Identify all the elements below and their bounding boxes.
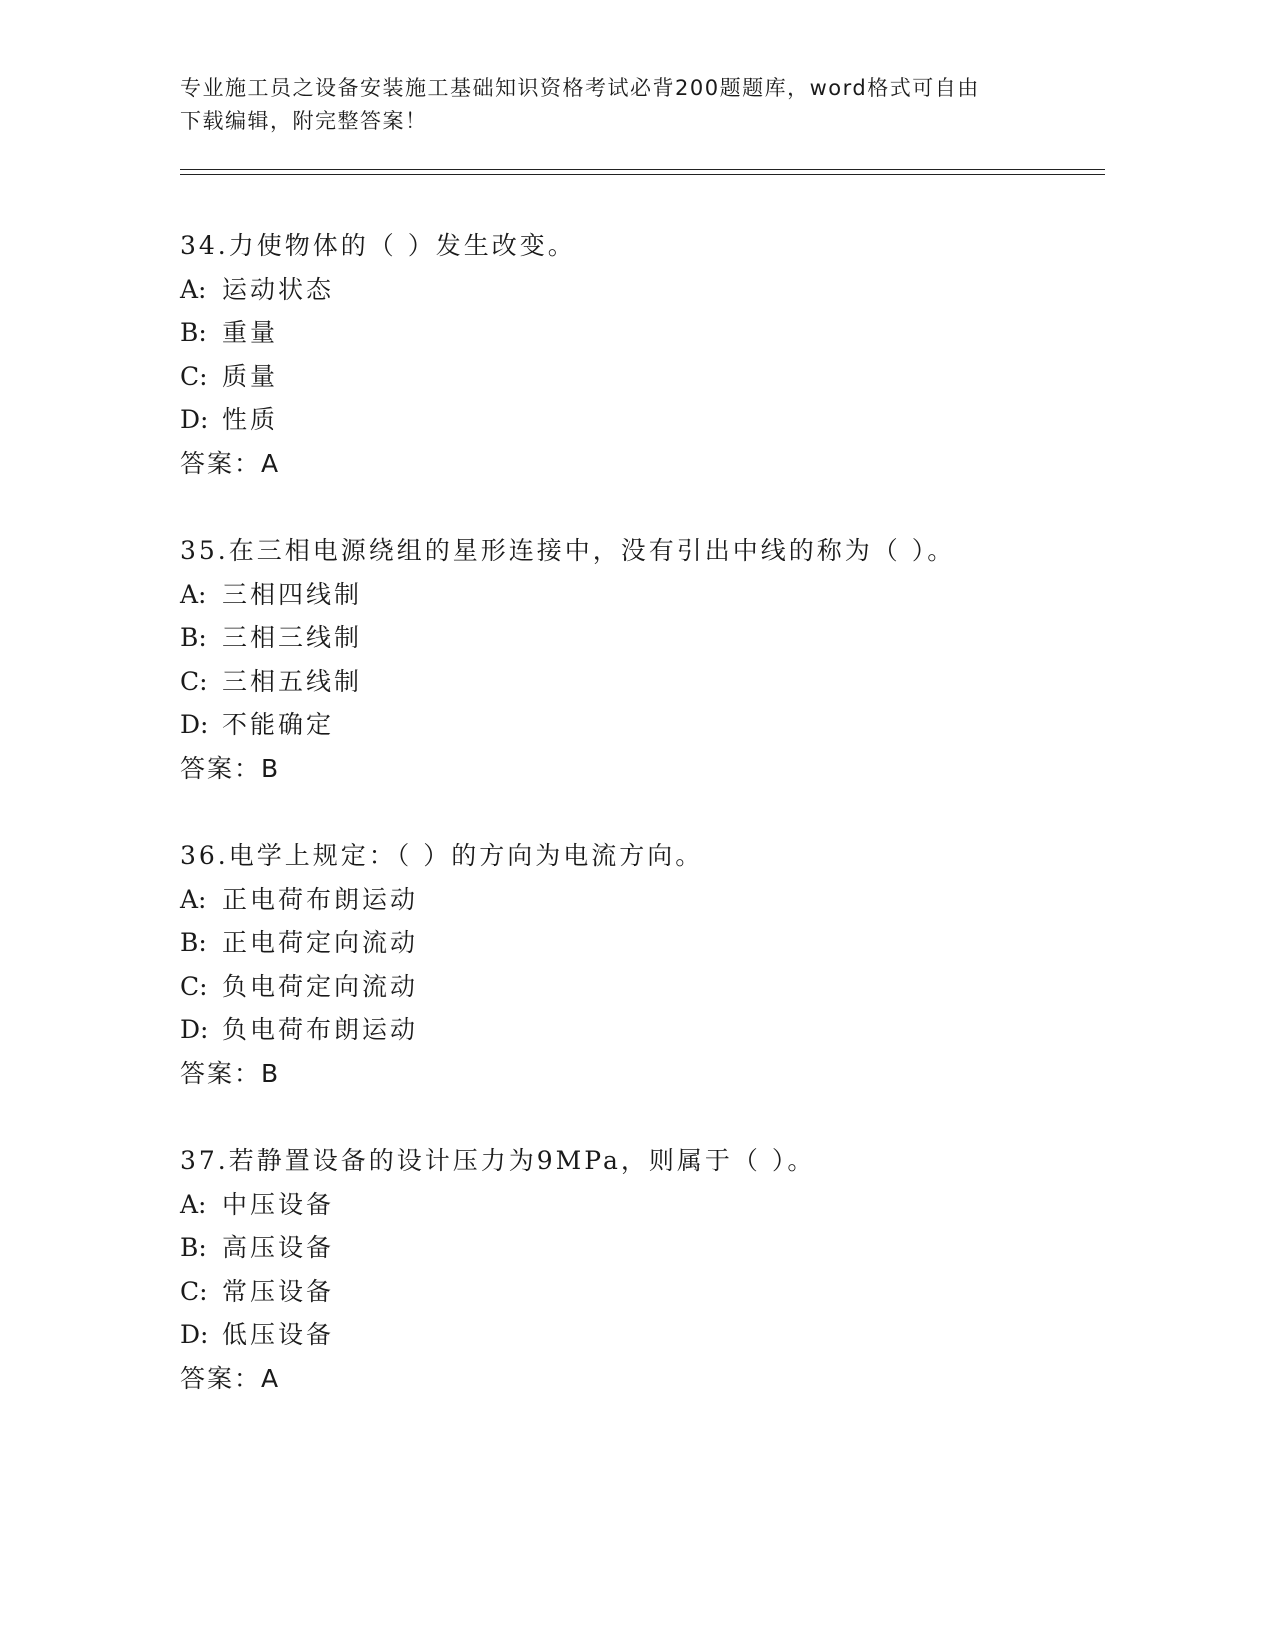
question-36 bbox=[180, 834, 1120, 1095]
question-list bbox=[180, 224, 1120, 1444]
option-letter: C: bbox=[180, 361, 208, 391]
option-text: 性质 bbox=[222, 405, 279, 434]
option-letter: B: bbox=[180, 318, 207, 347]
option-text: 负电荷布朗运动 bbox=[222, 1015, 419, 1044]
option-d bbox=[180, 1313, 1120, 1357]
option-text: 常压设备 bbox=[222, 1276, 335, 1306]
question-text: 37.若静置设备的设计压力为9MPa，则属于（ ）。 bbox=[180, 1146, 816, 1175]
option-c bbox=[180, 660, 1120, 704]
option-b bbox=[180, 921, 1120, 965]
question-37 bbox=[180, 1139, 1120, 1400]
option-letter: A: bbox=[180, 1189, 207, 1219]
option-letter: A: bbox=[180, 884, 207, 914]
option-b bbox=[180, 616, 1120, 660]
answer-line: 答案：B bbox=[180, 1058, 281, 1088]
header-line-1: 专业施工员之设备安装施工基础知识资格考试必背200题题库，word格式可自由 bbox=[180, 76, 980, 100]
option-text: 负电荷定向流动 bbox=[222, 971, 419, 1001]
question-35 bbox=[180, 529, 1120, 790]
header-divider-top bbox=[180, 169, 1105, 170]
option-text: 低压设备 bbox=[222, 1320, 335, 1349]
option-text: 正电荷布朗运动 bbox=[222, 884, 419, 914]
question-text: 35.在三相电源绕组的星形连接中，没有引出中线的称为（ ）。 bbox=[180, 536, 956, 565]
option-d bbox=[180, 398, 1120, 442]
option-a bbox=[180, 573, 1120, 617]
option-b bbox=[180, 1226, 1120, 1270]
option-letter: B: bbox=[180, 623, 207, 652]
answer-line: 答案：A bbox=[180, 1363, 281, 1393]
option-a bbox=[180, 268, 1120, 312]
question-34 bbox=[180, 224, 1120, 485]
answer-line: 答案：B bbox=[180, 753, 281, 783]
option-letter: D: bbox=[180, 1320, 209, 1349]
option-text: 三相三线制 bbox=[222, 623, 363, 652]
option-text: 运动状态 bbox=[222, 274, 335, 304]
option-text: 三相五线制 bbox=[222, 666, 363, 696]
option-a bbox=[180, 878, 1120, 922]
option-c bbox=[180, 965, 1120, 1009]
option-letter: C: bbox=[180, 666, 208, 696]
header-divider-bottom bbox=[180, 174, 1105, 175]
option-d bbox=[180, 1008, 1120, 1052]
option-a bbox=[180, 1183, 1120, 1227]
option-b bbox=[180, 311, 1120, 355]
option-text: 正电荷定向流动 bbox=[222, 928, 419, 957]
document-header bbox=[180, 72, 1060, 138]
option-text: 中压设备 bbox=[222, 1189, 335, 1219]
answer-line: 答案：A bbox=[180, 448, 281, 478]
option-c bbox=[180, 1270, 1120, 1314]
option-letter: B: bbox=[180, 1233, 207, 1262]
option-c bbox=[180, 355, 1120, 399]
question-text: 36.电学上规定：（ ）的方向为电流方向。 bbox=[180, 841, 704, 870]
option-letter: C: bbox=[180, 1276, 208, 1306]
header-line-2: 下载编辑，附完整答案！ bbox=[180, 109, 428, 133]
option-letter: A: bbox=[180, 579, 207, 609]
option-letter: D: bbox=[180, 710, 209, 739]
option-text: 重量 bbox=[222, 318, 279, 347]
option-d bbox=[180, 703, 1120, 747]
question-text: 34.力使物体的（ ）发生改变。 bbox=[180, 231, 576, 260]
option-letter: D: bbox=[180, 1015, 209, 1044]
option-letter: C: bbox=[180, 971, 208, 1001]
option-text: 高压设备 bbox=[222, 1233, 335, 1262]
option-letter: A: bbox=[180, 274, 207, 304]
option-letter: B: bbox=[180, 928, 207, 957]
option-text: 不能确定 bbox=[222, 710, 335, 739]
option-text: 三相四线制 bbox=[222, 579, 363, 609]
option-letter: D: bbox=[180, 405, 209, 434]
option-text: 质量 bbox=[222, 361, 279, 391]
